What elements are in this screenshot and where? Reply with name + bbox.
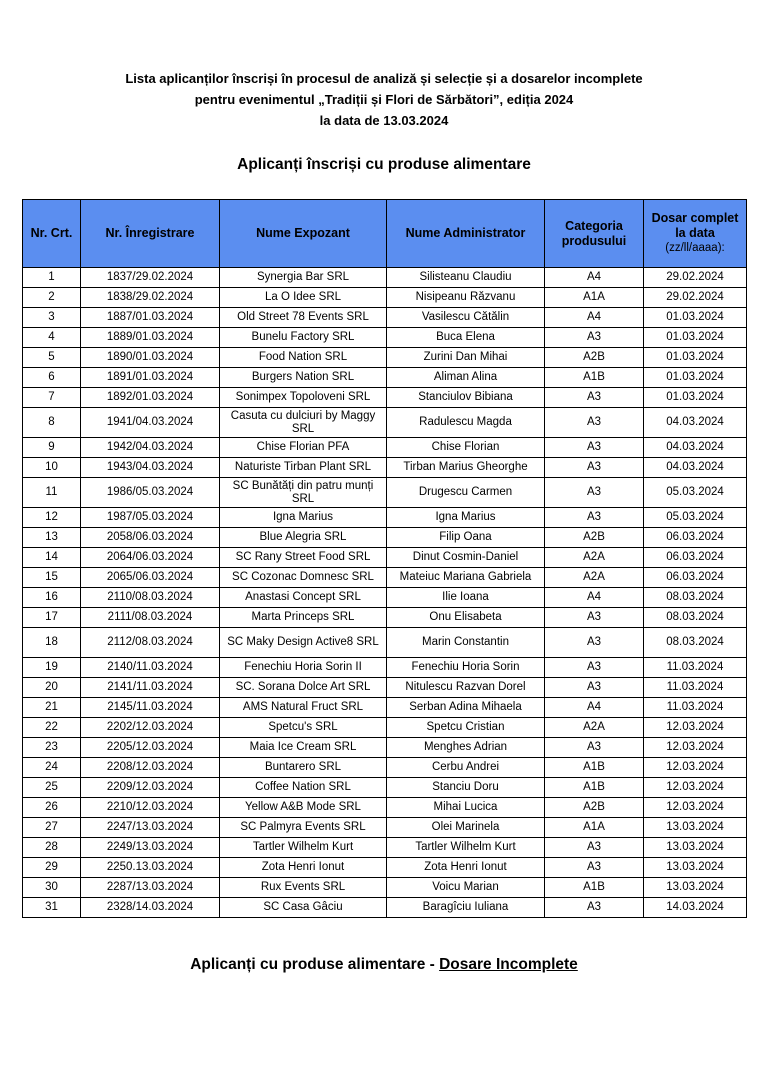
cell-nume-expozant: SC Maky Design Active8 SRL [220,628,387,658]
cell-dosar-complet: 01.03.2024 [644,348,747,368]
table-row [23,368,747,388]
cell-nr-inregistrare: 2287/13.03.2024 [81,878,220,898]
cell-nr-inregistrare: 2202/12.03.2024 [81,718,220,738]
section2-prefix: Aplicanți cu produse alimentare - [190,956,440,973]
cell-dosar-complet: 12.03.2024 [644,738,747,758]
cell-nr-crt: 28 [23,838,81,858]
cell-nr-crt: 13 [23,528,81,548]
table-row [23,588,747,608]
cell-nr-crt: 29 [23,858,81,878]
cell-nr-inregistrare: 1986/05.03.2024 [81,478,220,508]
cell-dosar-complet: 11.03.2024 [644,678,747,698]
cell-nr-inregistrare: 1941/04.03.2024 [81,408,220,438]
table-row [23,628,747,658]
title-line-3: la data de 13.03.2024 [319,113,449,128]
table-row [23,608,747,628]
cell-nr-crt: 11 [23,478,81,508]
cell-categoria: A3 [545,858,644,878]
cell-categoria: A3 [545,678,644,698]
cell-categoria: A1A [545,818,644,838]
title-line-2: pentru evenimentul „Tradiții și Flori de Sărbători”, ediția 2024 [194,92,574,107]
cell-dosar-complet: 13.03.2024 [644,818,747,838]
table-row [23,898,747,918]
cell-dosar-complet: 06.03.2024 [644,548,747,568]
table-row [23,758,747,778]
cell-nume-administrator: Mateiuc Mariana Gabriela [387,568,545,588]
header-nr-inregistrare: Nr. Înregistrare [81,200,220,268]
cell-nr-crt: 20 [23,678,81,698]
cell-nr-crt: 12 [23,508,81,528]
table-row [23,718,747,738]
table-row [23,438,747,458]
cell-nr-inregistrare: 2209/12.03.2024 [81,778,220,798]
table-row [23,658,747,678]
cell-nume-expozant: Fenechiu Horia Sorin II [220,658,387,678]
cell-nume-administrator: Stanciulov Bibiana [387,388,545,408]
cell-categoria: A4 [545,268,644,288]
cell-nume-expozant: Old Street 78 Events SRL [220,308,387,328]
cell-dosar-complet: 01.03.2024 [644,308,747,328]
cell-nume-administrator: Marin Constantin [387,628,545,658]
cell-dosar-complet: 08.03.2024 [644,588,747,608]
table-row [23,288,747,308]
cell-nr-inregistrare: 1889/01.03.2024 [81,328,220,348]
cell-nume-expozant: Food Nation SRL [220,348,387,368]
cell-categoria: A2A [545,718,644,738]
table-row [23,348,747,368]
cell-nr-crt: 10 [23,458,81,478]
cell-nume-expozant: Rux Events SRL [220,878,387,898]
cell-nr-inregistrare: 2328/14.03.2024 [81,898,220,918]
cell-nume-expozant: SC Cozonac Domnesc SRL [220,568,387,588]
cell-nume-administrator: Silisteanu Claudiu [387,268,545,288]
cell-nume-expozant: Burgers Nation SRL [220,368,387,388]
cell-nume-expozant: Yellow A&B Mode SRL [220,798,387,818]
cell-nume-administrator: Serban Adina Mihaela [387,698,545,718]
cell-dosar-complet: 29.02.2024 [644,288,747,308]
cell-nr-crt: 16 [23,588,81,608]
cell-nume-expozant: Blue Alegria SRL [220,528,387,548]
cell-nr-crt: 25 [23,778,81,798]
cell-nume-administrator: Aliman Alina [387,368,545,388]
cell-nume-expozant: Chise Florian PFA [220,438,387,458]
cell-categoria: A1A [545,288,644,308]
cell-nume-administrator: Fenechiu Horia Sorin [387,658,545,678]
header-nr-crt: Nr. Crt. [23,200,81,268]
cell-dosar-complet: 01.03.2024 [644,328,747,348]
cell-categoria: A3 [545,438,644,458]
cell-nr-crt: 30 [23,878,81,898]
cell-nume-expozant: SC. Sorana Dolce Art SRL [220,678,387,698]
cell-nr-crt: 2 [23,288,81,308]
section2-underlined: Dosare Incomplete [439,956,578,973]
cell-nume-administrator: Menghes Adrian [387,738,545,758]
cell-nume-expozant: Sonimpex Topoloveni SRL [220,388,387,408]
cell-nr-crt: 5 [23,348,81,368]
table-row [23,798,747,818]
cell-nume-expozant: SC Palmyra Events SRL [220,818,387,838]
cell-dosar-complet: 12.03.2024 [644,798,747,818]
cell-categoria: A2B [545,798,644,818]
cell-nume-expozant: Synergia Bar SRL [220,268,387,288]
cell-dosar-complet: 08.03.2024 [644,628,747,658]
table-row [23,818,747,838]
cell-categoria: A3 [545,608,644,628]
header-dosar-complet-label: Dosar complet la data [651,211,739,240]
cell-nr-inregistrare: 2205/12.03.2024 [81,738,220,758]
cell-nume-expozant: Coffee Nation SRL [220,778,387,798]
title-line-1: Lista aplicanților înscriși în procesul de analiză și selecție și a dosarelor incomplete [125,71,643,86]
cell-dosar-complet: 06.03.2024 [644,568,747,588]
cell-categoria: A3 [545,388,644,408]
cell-nr-crt: 17 [23,608,81,628]
cell-nume-expozant: Spetcu's SRL [220,718,387,738]
cell-nume-administrator: Buca Elena [387,328,545,348]
applicants-table [22,199,747,918]
cell-nr-inregistrare: 1942/04.03.2024 [81,438,220,458]
table-row [23,838,747,858]
cell-nume-administrator: Radulescu Magda [387,408,545,438]
table-row [23,678,747,698]
cell-nume-expozant: SC Bunătăți din patru munți SRL [220,478,387,508]
header-nume-administrator: Nume Administrator [387,200,545,268]
cell-nr-crt: 4 [23,328,81,348]
cell-dosar-complet: 04.03.2024 [644,438,747,458]
table-row [23,328,747,348]
cell-nume-expozant: Bunelu Factory SRL [220,328,387,348]
cell-categoria: A4 [545,588,644,608]
cell-nr-crt: 26 [23,798,81,818]
table-header-row [23,200,747,268]
cell-nr-inregistrare: 2208/12.03.2024 [81,758,220,778]
cell-dosar-complet: 04.03.2024 [644,458,747,478]
table-row [23,528,747,548]
cell-categoria: A3 [545,408,644,438]
cell-nume-expozant: Buntarero SRL [220,758,387,778]
cell-nr-inregistrare: 2111/08.03.2024 [81,608,220,628]
cell-nr-crt: 31 [23,898,81,918]
cell-dosar-complet: 12.03.2024 [644,758,747,778]
cell-nume-administrator: Zurini Dan Mihai [387,348,545,368]
cell-nr-inregistrare: 2250.13.03.2024 [81,858,220,878]
cell-categoria: A3 [545,658,644,678]
header-dosar-complet-format: (zz/ll/aaaa): [665,242,725,254]
cell-categoria: A3 [545,898,644,918]
cell-nume-administrator: Cerbu Andrei [387,758,545,778]
cell-nr-inregistrare: 2141/11.03.2024 [81,678,220,698]
cell-nr-inregistrare: 1892/01.03.2024 [81,388,220,408]
table-row [23,508,747,528]
cell-nr-crt: 14 [23,548,81,568]
cell-dosar-complet: 13.03.2024 [644,858,747,878]
table-row [23,778,747,798]
header-nume-expozant: Nume Expozant [220,200,387,268]
cell-dosar-complet: 08.03.2024 [644,608,747,628]
cell-categoria: A2B [545,348,644,368]
cell-nr-inregistrare: 1890/01.03.2024 [81,348,220,368]
table-row [23,268,747,288]
cell-nr-crt: 22 [23,718,81,738]
cell-nr-crt: 18 [23,628,81,658]
section-title-incomplete [0,956,768,974]
cell-nume-administrator: Nitulescu Razvan Dorel [387,678,545,698]
table-row [23,878,747,898]
cell-categoria: A2A [545,568,644,588]
cell-categoria: A4 [545,698,644,718]
cell-nume-administrator: Tartler Wilhelm Kurt [387,838,545,858]
document-title [0,68,768,131]
cell-nume-administrator: Spetcu Cristian [387,718,545,738]
cell-nume-administrator: Onu Elisabeta [387,608,545,628]
cell-nume-administrator: Igna Marius [387,508,545,528]
cell-nr-crt: 3 [23,308,81,328]
header-categoria: Categoria produsului [545,200,644,268]
cell-nume-expozant: SC Casa Gâciu [220,898,387,918]
cell-dosar-complet: 12.03.2024 [644,778,747,798]
cell-nr-crt: 27 [23,818,81,838]
cell-nume-expozant: Igna Marius [220,508,387,528]
header-dosar-complet [644,200,747,268]
cell-categoria: A3 [545,838,644,858]
cell-nr-inregistrare: 1838/29.02.2024 [81,288,220,308]
cell-dosar-complet: 14.03.2024 [644,898,747,918]
table-row [23,548,747,568]
cell-categoria: A3 [545,328,644,348]
cell-nr-inregistrare: 2064/06.03.2024 [81,548,220,568]
cell-nr-crt: 9 [23,438,81,458]
cell-nume-administrator: Mihai Lucica [387,798,545,818]
cell-nr-crt: 19 [23,658,81,678]
cell-dosar-complet: 05.03.2024 [644,508,747,528]
cell-nume-expozant: Maia Ice Cream SRL [220,738,387,758]
cell-nr-inregistrare: 1887/01.03.2024 [81,308,220,328]
cell-nr-crt: 6 [23,368,81,388]
cell-nume-administrator: Voicu Marian [387,878,545,898]
cell-dosar-complet: 13.03.2024 [644,878,747,898]
cell-categoria: A3 [545,458,644,478]
cell-dosar-complet: 01.03.2024 [644,368,747,388]
table-row [23,698,747,718]
cell-nr-inregistrare: 1837/29.02.2024 [81,268,220,288]
cell-nume-administrator: Dinut Cosmin-Daniel [387,548,545,568]
cell-nr-crt: 23 [23,738,81,758]
cell-dosar-complet: 11.03.2024 [644,698,747,718]
cell-nume-expozant: Casuta cu dulciuri by Maggy SRL [220,408,387,438]
cell-nume-expozant: La O Idee SRL [220,288,387,308]
cell-nr-crt: 21 [23,698,81,718]
cell-nume-administrator: Baragîciu Iuliana [387,898,545,918]
cell-nume-expozant: Tartler Wilhelm Kurt [220,838,387,858]
cell-nr-inregistrare: 2140/11.03.2024 [81,658,220,678]
cell-nume-administrator: Stanciu Doru [387,778,545,798]
cell-dosar-complet: 13.03.2024 [644,838,747,858]
table-row [23,568,747,588]
cell-nr-crt: 15 [23,568,81,588]
cell-nume-expozant: Anastasi Concept SRL [220,588,387,608]
cell-nume-expozant: Zota Henri Ionut [220,858,387,878]
cell-nume-administrator: Ilie Ioana [387,588,545,608]
table-row [23,858,747,878]
cell-nr-crt: 1 [23,268,81,288]
cell-nr-crt: 24 [23,758,81,778]
cell-nume-expozant: SC Rany Street Food SRL [220,548,387,568]
cell-categoria: A3 [545,478,644,508]
table-row [23,738,747,758]
cell-dosar-complet: 06.03.2024 [644,528,747,548]
cell-nr-inregistrare: 2110/08.03.2024 [81,588,220,608]
cell-dosar-complet: 29.02.2024 [644,268,747,288]
cell-dosar-complet: 11.03.2024 [644,658,747,678]
cell-categoria: A1B [545,758,644,778]
cell-dosar-complet: 01.03.2024 [644,388,747,408]
cell-nume-administrator: Olei Marinela [387,818,545,838]
table-row [23,458,747,478]
cell-dosar-complet: 04.03.2024 [644,408,747,438]
cell-categoria: A2B [545,528,644,548]
cell-nr-crt: 7 [23,388,81,408]
cell-nume-administrator: Zota Henri Ionut [387,858,545,878]
cell-nume-expozant: Naturiste Tirban Plant SRL [220,458,387,478]
cell-dosar-complet: 12.03.2024 [644,718,747,738]
cell-nr-inregistrare: 2247/13.03.2024 [81,818,220,838]
cell-nume-administrator: Drugescu Carmen [387,478,545,508]
cell-categoria: A2A [545,548,644,568]
cell-nr-inregistrare: 2112/08.03.2024 [81,628,220,658]
cell-nr-inregistrare: 1987/05.03.2024 [81,508,220,528]
section-title-registered: Aplicanți înscriși cu produse alimentare [237,156,531,173]
cell-nume-administrator: Nisipeanu Răzvanu [387,288,545,308]
table-row [23,478,747,508]
cell-nume-administrator: Vasilescu Cătălin [387,308,545,328]
cell-nr-inregistrare: 2058/06.03.2024 [81,528,220,548]
cell-nume-administrator: Tirban Marius Gheorghe [387,458,545,478]
cell-nr-crt: 8 [23,408,81,438]
cell-nume-administrator: Filip Oana [387,528,545,548]
cell-categoria: A4 [545,308,644,328]
cell-dosar-complet: 05.03.2024 [644,478,747,508]
cell-nr-inregistrare: 2249/13.03.2024 [81,838,220,858]
cell-categoria: A3 [545,508,644,528]
cell-categoria: A1B [545,368,644,388]
cell-nr-inregistrare: 2210/12.03.2024 [81,798,220,818]
cell-categoria: A3 [545,738,644,758]
table-row [23,408,747,438]
cell-categoria: A1B [545,778,644,798]
cell-nume-expozant: Marta Princeps SRL [220,608,387,628]
cell-nr-inregistrare: 1943/04.03.2024 [81,458,220,478]
cell-categoria: A3 [545,628,644,658]
cell-nume-administrator: Chise Florian [387,438,545,458]
cell-nr-inregistrare: 2145/11.03.2024 [81,698,220,718]
table-body [23,268,747,918]
cell-nr-inregistrare: 1891/01.03.2024 [81,368,220,388]
cell-nr-inregistrare: 2065/06.03.2024 [81,568,220,588]
cell-categoria: A1B [545,878,644,898]
table-row [23,308,747,328]
cell-nume-expozant: AMS Natural Fruct SRL [220,698,387,718]
table-row [23,388,747,408]
